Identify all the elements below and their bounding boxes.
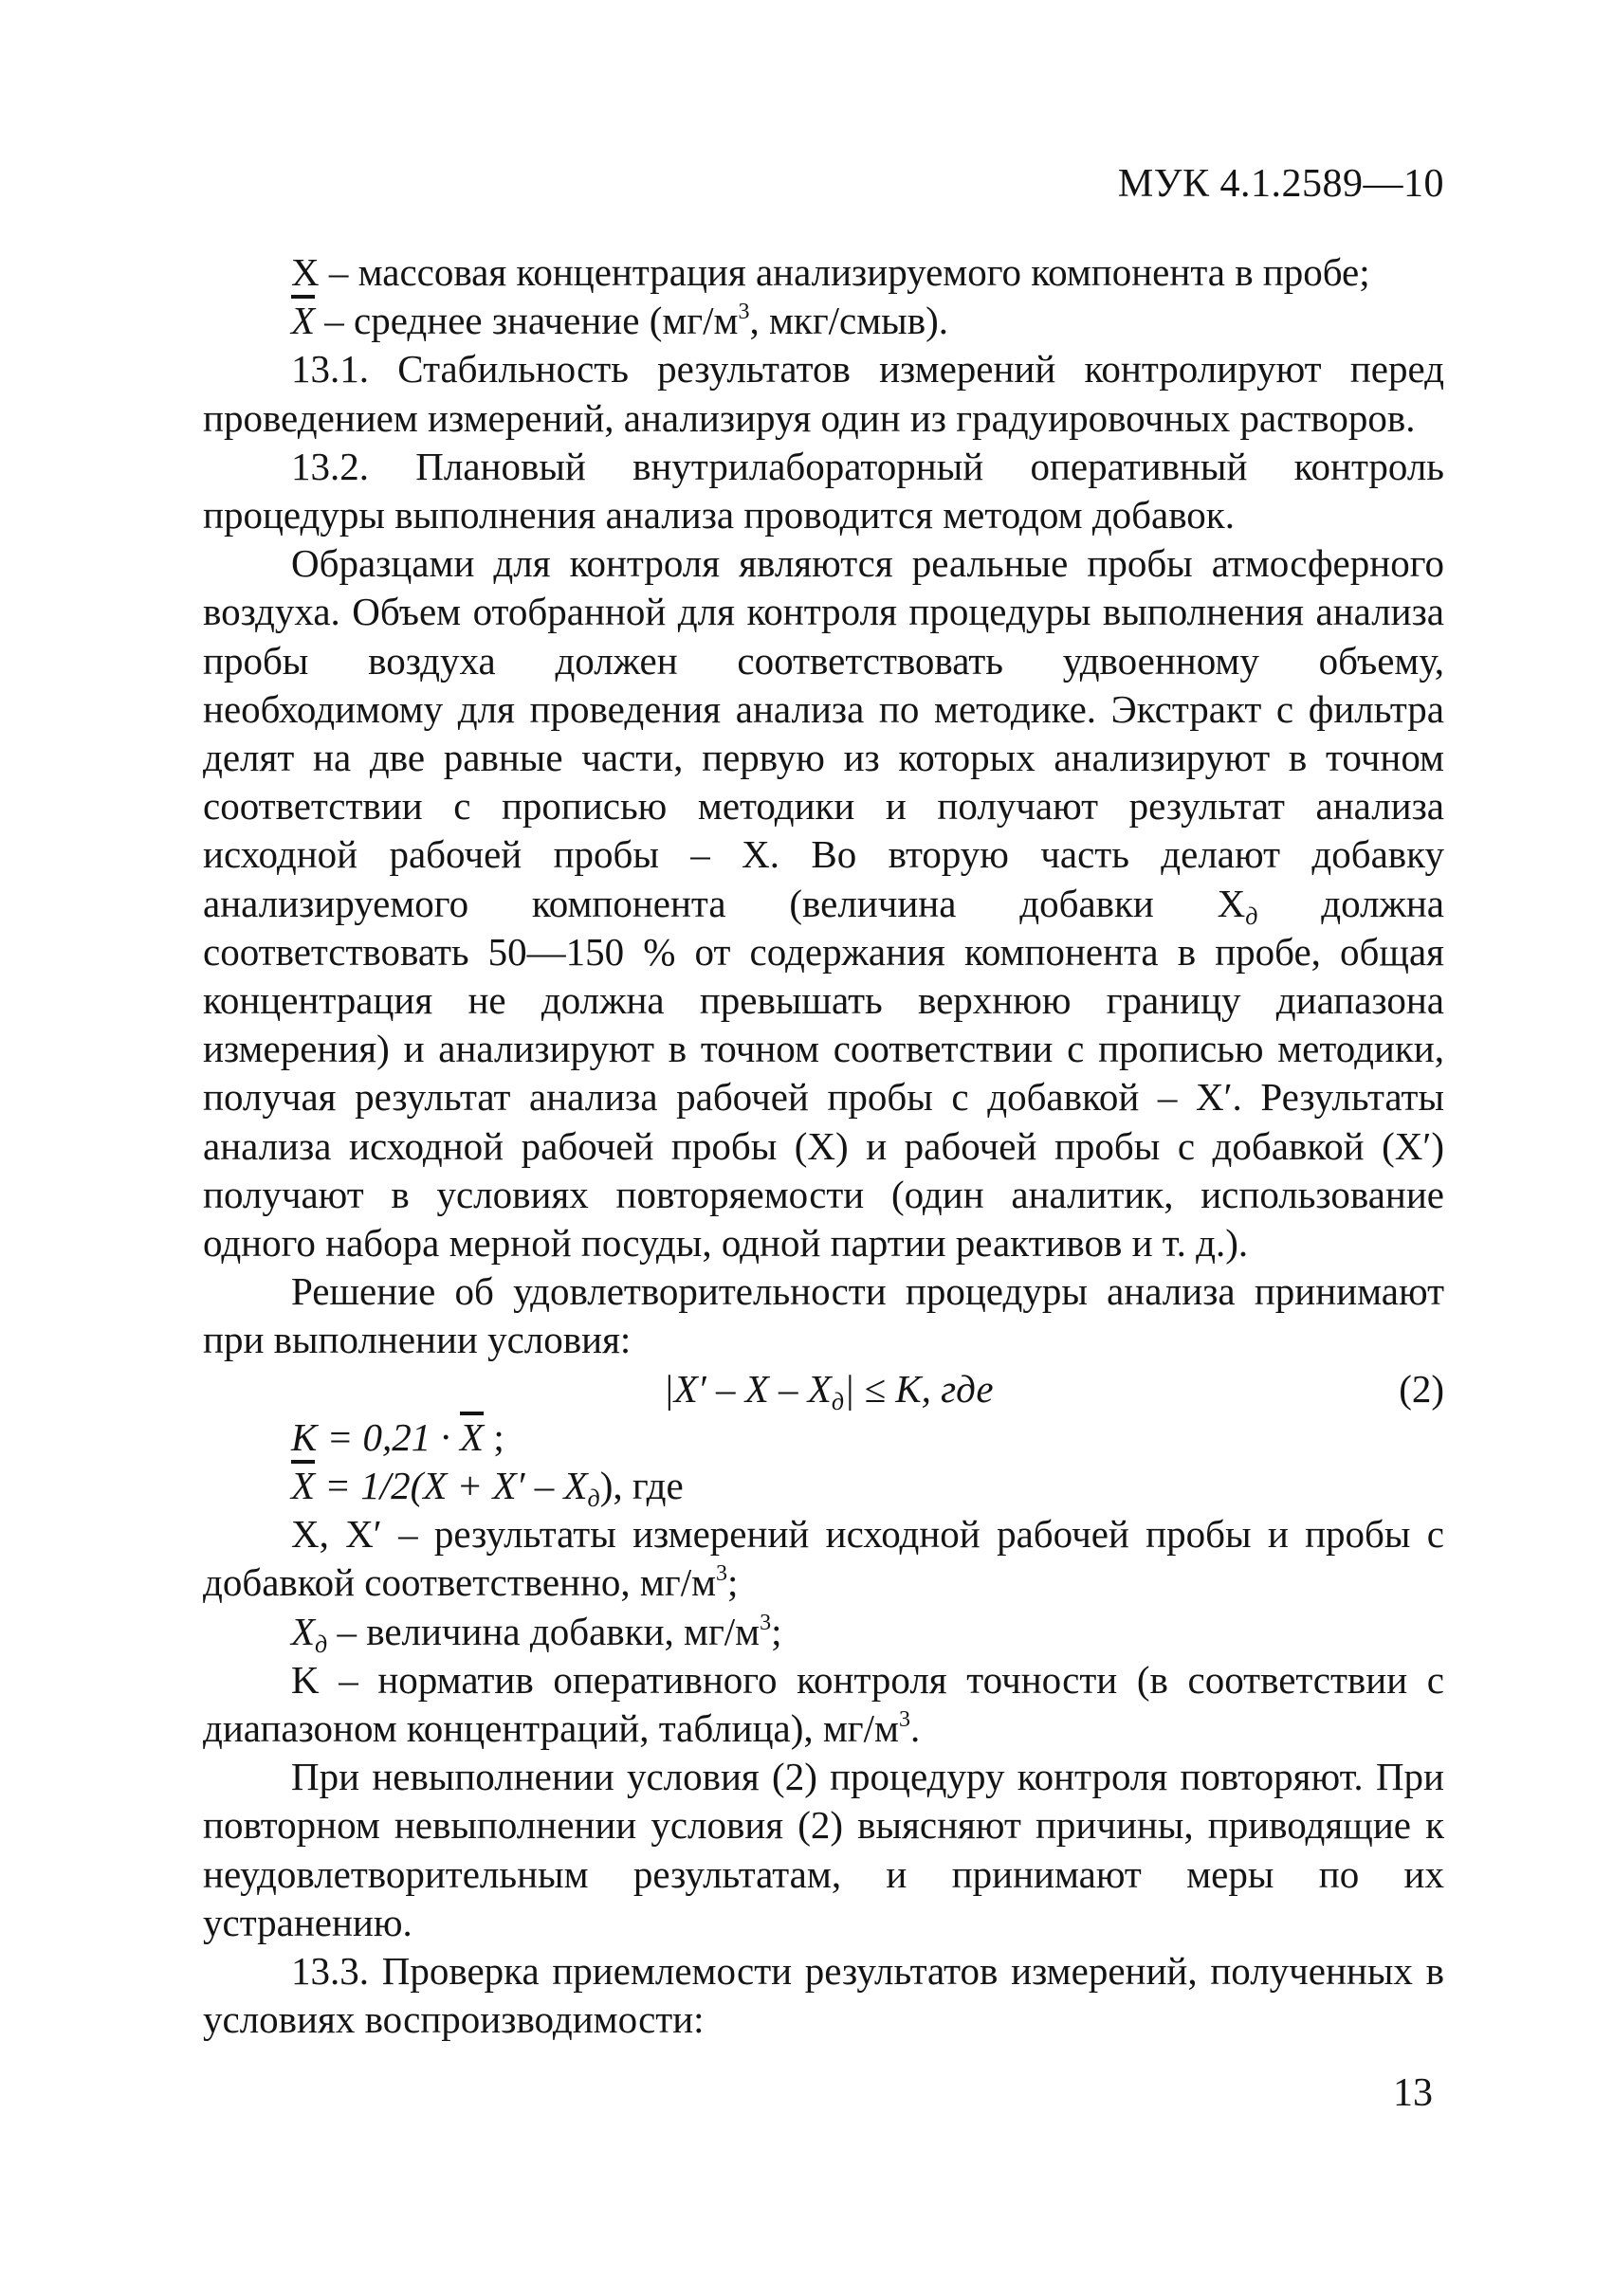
formula-sub: д: [831, 1387, 844, 1415]
definition-x-text: X – массовая концентрация анализируемого компонента в пробе;: [291, 250, 1370, 294]
definition-k: [203, 1656, 1444, 1753]
control-samples-sub: д: [1245, 902, 1258, 930]
formula-part-a: |X′ – X – X: [663, 1366, 832, 1411]
x-mean-formula-text: = 1/2(X + X′ – X: [315, 1464, 588, 1508]
page-number: 13: [1393, 2071, 1433, 2115]
formula-number: (2): [1399, 1366, 1444, 1411]
document-code: МУК 4.1.2589—10: [1117, 162, 1444, 206]
def-xd-symbol: X: [291, 1609, 316, 1653]
k-definition: [203, 1413, 1444, 1462]
def-xxp-sup: 3: [716, 1561, 728, 1587]
x-mean-formula-symbol: $\overline{X}$: [291, 1464, 316, 1508]
x-mean-sup: 3: [738, 300, 750, 325]
definition-x: [203, 248, 1444, 297]
x-mean-formula-tail: ), где: [599, 1464, 684, 1508]
x-mean-formula-sub: д: [587, 1485, 600, 1513]
formula-expression: [663, 1365, 993, 1413]
paragraph-repeat: При невыполнении условия (2) процедуру контроля повторяют. При повторном невыполнении условия (2) выясняют причины, приводящие к неудовлетворительным результатам, и принимают меры по их устранению.: [203, 1755, 1444, 1944]
x-mean-tail: , мкг/смыв).: [749, 299, 948, 343]
definition-xd: [203, 1608, 1444, 1656]
def-k-tail: .: [909, 1706, 921, 1751]
definition-x-mean: [203, 297, 1444, 345]
formula-part-b: | ≤ K, где: [843, 1366, 994, 1411]
x-mean-formula: [203, 1462, 1444, 1513]
control-samples-text-2: должна соответствовать 50—150 % от содержания компонента в пробе, общая концентрация не должна превышать верхнюю границу диапазона измерения) и анализируют в точном соответствии с прописью методики, получая результат анализа рабочей пробы с добавкой – X′. Результаты анализа исходной рабочей пробы (X) и рабочей пробы с добавкой (X′) получают в условиях повторяемости (один аналитик, использование одного набора мерной посуды, одной партии реактивов и т. д.).: [203, 881, 1444, 1266]
definition-x-xprime: [203, 1510, 1444, 1607]
def-xd-tail: ;: [771, 1609, 782, 1653]
paragraph-13-3: 13.3. Проверка приемлемости результатов измерений, полученных в условиях воспроизводимости:: [203, 1949, 1444, 2042]
x-mean-text: – среднее значение (мг/м: [315, 299, 739, 343]
k-def-tail: ;: [484, 1414, 504, 1459]
def-k-text: K – норматив оперативного контроля точности (в соответствии с диапазоном концентраций, таблица), мг/м: [203, 1657, 1444, 1751]
k-def-xbar: $\overline{X}$: [460, 1414, 485, 1459]
def-xxp-tail: ;: [727, 1560, 739, 1605]
control-samples-text-1: Образцами для контроля являются реальные пробы атмосферного воздуха. Объем отобранной для контроля процедуры выполнения анализа пробы воздуха должен соответствовать удвоенному объему, необходимому для проведения анализа по методике. Экстракт с фильтра делят на две равные части, первую из которых анализируют в точном соответствии с прописью методики и получают результат анализа исходной рабочей пробы – X. Во вторую часть делают добавку анализируемого компонента (величина добавки X: [203, 541, 1444, 925]
formula-2: [203, 1365, 1444, 1413]
paragraph-decision: Решение об удовлетворительности процедуры анализа принимают при выполнении условия:: [203, 1269, 1444, 1362]
paragraph-13-2: 13.2. Плановый внутрилабораторный оперативный контроль процедуры выполнения анализа проводится методом добавок.: [203, 444, 1444, 538]
paragraph-13-1: 13.1. Стабильность результатов измерений контролируют перед проведением измерений, анализируя один из градуировочных растворов.: [203, 347, 1444, 440]
def-xxp-text: X, X′ – результаты измерений исходной рабочей пробы и пробы с добавкой соответственно, мг/м: [203, 1512, 1444, 1605]
paragraph-control-samples: [203, 539, 1444, 1267]
def-xd-sub: д: [315, 1630, 328, 1658]
def-k-sup: 3: [898, 1707, 910, 1733]
x-mean-symbol: $\overline{X}$: [291, 299, 316, 343]
def-xd-text: – величина добавки, мг/м: [327, 1609, 761, 1653]
k-def-text: K = 0,21 ·: [291, 1414, 461, 1459]
def-xd-sup: 3: [760, 1610, 772, 1635]
page-body: [203, 248, 1444, 2045]
